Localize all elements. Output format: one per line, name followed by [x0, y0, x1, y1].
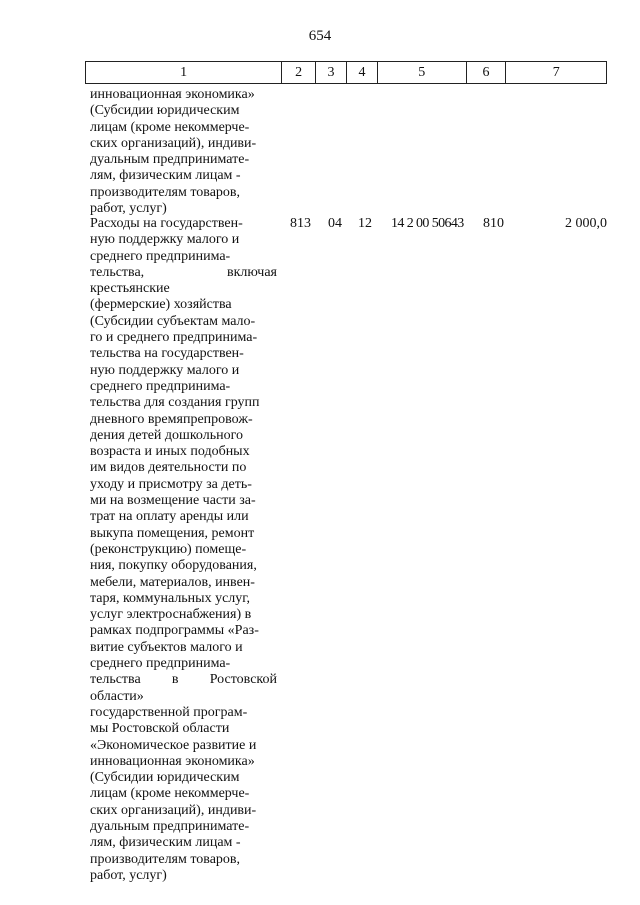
row-col-3-value: 04 [328, 216, 342, 231]
header-col-7: 7 [552, 65, 560, 80]
header-col-3: 3 [316, 62, 347, 83]
row-col-7-value: 2 000,0 [565, 216, 607, 231]
row-description: Расходы на государствен- ную поддержку малого и среднего предпринима- тельства, включая крестьянские (фермерские) хозяйства (Субсидии субъектам мало- го и среднего предпринима- тельства на государствен- ную поддержку малого и среднего предпринима- тельства для создания групп дневного времяпрепровож- дения детей дошкольного возраста и иных подобных им видов деятельности по уходу и присмотру за деть- ми на возмещение части за- трат на оплату аренды или выкупа помещения, ремонт (реконструкцию) помеще- ния, покупку оборудования, мебели, материалов, инвен- таря, коммунальных услуг, услуг электроснабжения) в рамках подпрограммы «Раз- витие субъектов малого и среднего предпринима- тельства в Ростовской области» государственной програм- мы Ростовской области «Экономическое развитие и инновационная экономика» (Субсидии юридическим лицам (кроме некоммерче- ских организаций), индиви- дуальным предпринимате- лям, физическим лицам - производителям товаров, работ, услуг) [90, 216, 277, 883]
row-col-5-value: 14 2 00 50643 [391, 216, 464, 231]
header-col-1: 1 [86, 62, 282, 83]
header-col-6: 6 [467, 62, 507, 83]
row-col-4-value: 12 [358, 216, 372, 231]
continued-row-description: инновационная экономика» (Субсидии юридическим лицам (кроме некоммерче- ских организаций), индиви- дуальным предпринимате- лям, физическим лицам - производителям товаров, работ, услуг) [90, 87, 257, 217]
header-col-4: 4 [347, 62, 378, 83]
page-number: 654 [308, 28, 332, 44]
row-col-2-value: 813 [290, 216, 311, 231]
table-header [85, 61, 607, 84]
row-col-6-value: 810 [483, 216, 504, 231]
header-col-2: 2 [282, 62, 316, 83]
header-col-5: 5 [378, 62, 467, 83]
